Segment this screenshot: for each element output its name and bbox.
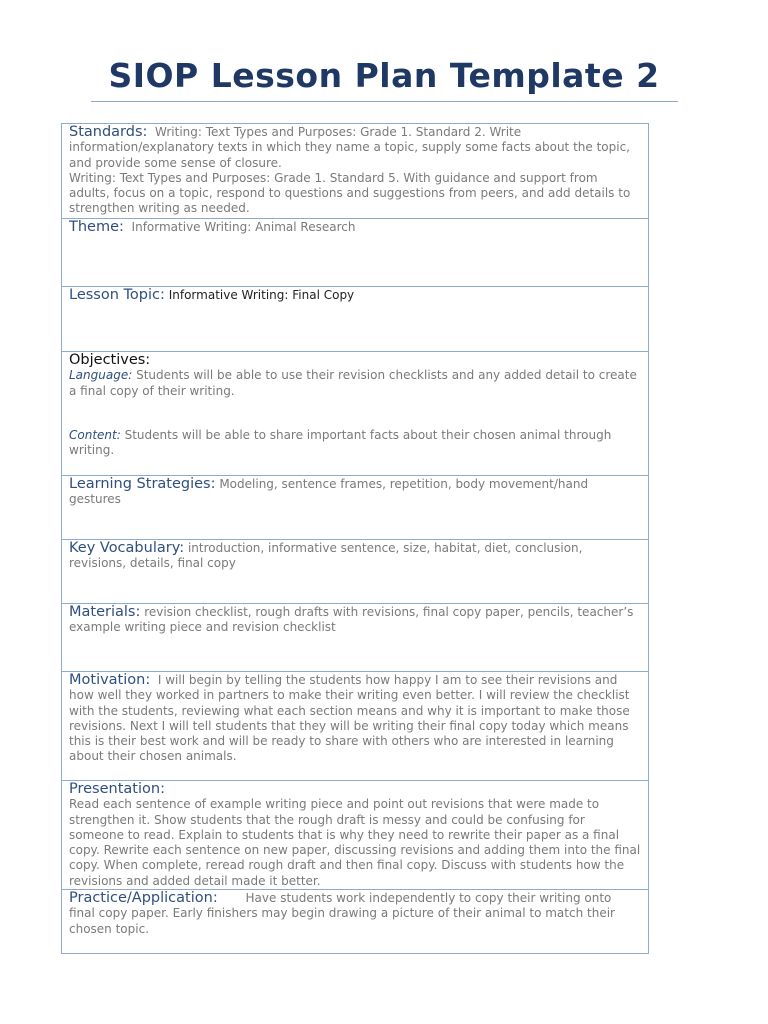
- presentation-label: Presentation:: [69, 781, 165, 797]
- practice-application-section: [62, 889, 648, 953]
- theme-section: [62, 218, 648, 286]
- materials-label: Materials:: [69, 604, 141, 620]
- content-text: Students will be able to share important facts about their chosen animal through writing.: [69, 427, 612, 458]
- theme-text: Informative Writing: Animal Research: [131, 220, 356, 234]
- objectives-section: [62, 351, 648, 475]
- key-vocabulary-text: introduction, informative sentence, size, habitat, diet, conclusion, revisions, details, final copy: [69, 541, 583, 571]
- standards-section: [62, 124, 648, 218]
- motivation-text: I will begin by telling the students how happy I am to see their revisions and how well they worked in partners to make their writing even better. I will review the checklist with the students, reviewing what each section means and why it is important to make those revisions. Next I will tell students that they will be writing their final copy today which means this is their best work and will be ready to share with others who are interested in learning about their chosen animals.: [69, 673, 630, 764]
- standards-label: Standards:: [69, 124, 148, 140]
- lesson-topic-section: [62, 286, 648, 351]
- standards-text-1: Writing: Text Types and Purposes: Grade 1. Standard 2. Write information/explanatory texts in which they name a topic, supply some facts about the topic, and provide some sense of closure.: [69, 125, 630, 170]
- motivation-label: Motivation:: [69, 672, 151, 688]
- learning-strategies-text: Modeling, sentence frames, repetition, body movement/hand gestures: [69, 477, 589, 507]
- presentation-section: [62, 780, 648, 889]
- key-vocabulary-label: Key Vocabulary:: [69, 540, 185, 556]
- page-title: SIOP Lesson Plan Template 2: [108, 56, 660, 95]
- lesson-topic-label: Lesson Topic:: [69, 287, 165, 303]
- motivation-section: [62, 671, 648, 780]
- title-underline: [91, 101, 678, 102]
- learning-strategies-label: Learning Strategies:: [69, 476, 216, 492]
- theme-label: Theme:: [69, 219, 124, 235]
- materials-section: [62, 603, 648, 671]
- language-label: Language:: [69, 368, 133, 383]
- practice-application-text: Have students work independently to copy their writing onto final copy paper. Early finishers may begin drawing a picture of their animal to match their chosen topic.: [69, 891, 615, 936]
- standards-text-2: Writing: Text Types and Purposes: Grade 1. Standard 5. With guidance and support from adults, focus on a topic, respond to questions and suggestions from peers, and add details to strengthen writing as needed.: [69, 170, 631, 216]
- language-text: Students will be able to use their revision checklists and any added detail to create a final copy of their writing.: [69, 368, 637, 398]
- content-label: Content:: [69, 427, 121, 442]
- lesson-topic-text: Informative Writing: Final Copy: [168, 288, 355, 302]
- objectives-label: Objectives:: [69, 352, 151, 368]
- learning-strategies-section: [62, 475, 648, 539]
- materials-text: revision checklist, rough drafts with revisions, final copy paper, pencils, teacher’s example writing piece and revision checklist: [69, 605, 634, 635]
- practice-application-label: Practice/Application:: [69, 890, 218, 906]
- lesson-plan-table: [61, 123, 649, 954]
- presentation-text: Read each sentence of example writing piece and point out revisions that were made to strengthen it. Show students that the rough draft is messy and could be confusing for someone to read. Explain to students that is why they need to rewrite their paper as a final copy. Rewrite each sentence on new paper, discussing revisions and adding them into the final copy. When complete, reread rough draft and then final copy. Discuss with students how the revisions and added detail made it better.: [69, 797, 641, 888]
- key-vocabulary-section: [62, 539, 648, 603]
